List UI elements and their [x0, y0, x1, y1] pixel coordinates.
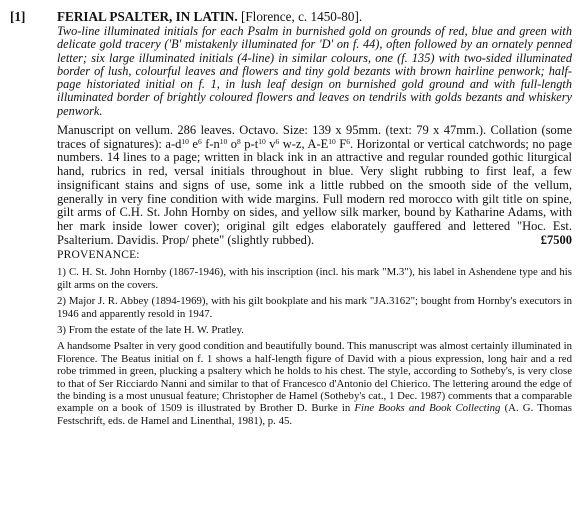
collation-superscript: 10 — [219, 136, 228, 146]
desc-text: o — [227, 136, 238, 151]
desc-text: F — [335, 136, 347, 151]
provenance-item-3: 3) From the estate of the late H. W. Pratley. — [57, 324, 244, 337]
collation-superscript: 6 — [197, 136, 202, 146]
desc-text: v — [265, 136, 276, 151]
entry-content — [57, 9, 572, 427]
provenance-heading: PROVENANCE: — [57, 249, 140, 262]
note-text: A handsome Psalter in very good condition and beautifully bound. This manuscript was almost certainly illuminated in Florence. The Beatus initial on f. 1 shows a half-length figure of David with a pious expression, long hair and a red robe trimmed in green, plucking a psaltery which he holds to his chest. The style, according to Sotheby's, is very close to that of Ser Ricciardo Nanni and similar to that of Francesco d'Antonio del Chierico. The lettering around the edge of the binding is a most unusual feature; Christopher de Hamel (Sotheby's cat., 1 Dec. 1987) comments that a comparable example on a book of 1509 is illustrated by Brother D. Burke in — [57, 340, 572, 415]
provenance-item-1: 1) C. H. St. John Hornby (1867-1946), with his inscription (incl. his mark "M.3"), his label in Ashendene type and his gilt arms on the covers. — [57, 266, 572, 291]
physical-description — [57, 124, 572, 247]
entry-number: [1] — [10, 9, 26, 24]
collation-superscript: 10 — [181, 136, 189, 146]
collation-superscript: 6 — [275, 136, 280, 146]
book-title: Fine Books and Book Collecting — [354, 402, 501, 415]
collation-superscript: 6 — [346, 136, 350, 146]
price: £7500 — [540, 232, 572, 247]
entry-date: [Florence, c. 1450-80]. — [240, 9, 363, 24]
commentary-note — [57, 340, 572, 427]
collation-superscript: 8 — [237, 136, 241, 146]
collation-superscript: 10 — [258, 136, 266, 146]
collation-superscript: 10 — [328, 136, 336, 146]
note-text: (A. G. Thomas Festschrift, eds. de Hamel and Linenthal, 1981), p. 45. — [57, 402, 572, 427]
desc-text: p-t — [240, 136, 259, 151]
entry-title: FERIAL PSALTER, IN LATIN. — [57, 9, 238, 24]
entry-heading — [57, 9, 572, 24]
desc-text: e — [188, 136, 198, 151]
desc-text: . Horizontal or vertical catchwords; no page numbers. 14 lines to a page; written in black ink in an attractive and regular rounded gothic liturgical hand, rubrics in red, versal initials throughout in blue. Very slight rubbing to first leaf, a few insignificant stains and signs of use, some ink a little rubbed on the smooth side of the vellum, generally in very fine condition with wide margins. Full modern red morocco with gilt title on spine, gilt arms of C.H. St. John Hornby on sides, and yellow silk marker, bound by Katharine Adams, with her mark inside lower cover); original gilt edges elaborately gauffered and lettered "Hoc. Est. Psalterium. Davidis. Prop/ phete" (slightly rubbed). — [57, 136, 572, 247]
desc-text: w-z, A-E — [279, 136, 329, 151]
desc-text: Manuscript on vellum. 286 leaves. Octavo. Size: 139 x 95mm. (text: 79 x 47mm.). Collation (some traces of signatures): a-d — [57, 123, 572, 151]
illumination-description: Two-line illuminated initials for each Psalm in burnished gold on grounds of red, blue and green with delicate gold tracery ('B' mistakenly illuminated for 'D' on f. 44), often followed by an ornately penned letter; six large illuminated initials (4-line) in similar colours, one (f. 135) with two-sided illuminated border of lush, colourful leaves and flowers and tiny gold bezants with brown hairline penwork; half-page historiated initial on f. 1, in lush leaf design on burnished gold ground and with full-length illuminated border of brightly coloured flowers and leaves on tendrils with golds bezants and whiskery penwork. — [57, 24, 572, 118]
desc-text: f-n — [201, 136, 220, 151]
provenance-item-2: 2) Major J. R. Abbey (1894-1969), with his gilt bookplate and his mark "JA.3162"; bought from Hornby's executors in 1946 and apparently resold in 1947. — [57, 295, 572, 320]
